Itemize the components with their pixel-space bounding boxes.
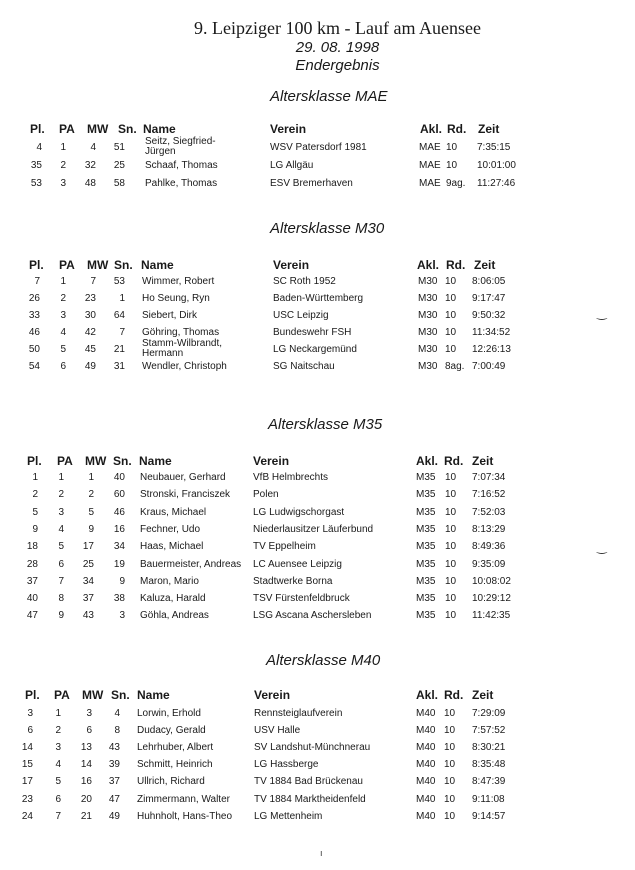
cell-pa: 9	[58, 610, 64, 622]
cell-sn: 64	[113, 310, 125, 321]
cell-name: Dudacy, Gerald	[137, 725, 206, 737]
table-row	[0, 338, 635, 360]
cell-rd: 10	[445, 276, 457, 287]
cell-sn: 7	[119, 327, 125, 338]
cell-zeit: 10:08:02	[472, 575, 511, 587]
table-row	[0, 576, 635, 592]
cell-mw: 49	[84, 361, 96, 372]
cell-sn: 58	[113, 178, 125, 189]
table-row	[0, 524, 635, 540]
cell-name: Zimmermann, Walter	[137, 793, 230, 805]
cell-zeit: 9:17:47	[472, 293, 506, 304]
cell-sn: 21	[113, 344, 125, 355]
column-header-akl: Akl.	[420, 122, 443, 136]
cell-rd: 10	[445, 558, 457, 570]
cell-pa: 7	[58, 575, 64, 587]
cell-verein: LG Ludwigschorgast	[253, 506, 345, 518]
scan-mark: ı	[320, 848, 323, 858]
cell-mw: 17	[82, 541, 94, 553]
section-title: Altersklasse M30	[270, 220, 385, 237]
cell-zeit: 7:16:52	[472, 489, 506, 501]
cell-name: Lehrhuber, Albert	[137, 742, 214, 754]
cell-sn: 49	[108, 810, 120, 822]
cell-akl: MAE	[419, 160, 441, 171]
cell-name: Kaluza, Harald	[140, 593, 206, 605]
column-header-akl: Akl.	[417, 258, 440, 272]
cell-mw: 21	[80, 810, 92, 822]
cell-rd: 10	[445, 506, 457, 518]
cell-verein: SV Landshut-Münchnerau	[254, 742, 371, 754]
cell-akl: M40	[416, 742, 436, 754]
cell-pa: 1	[58, 472, 64, 483]
cell-pl: 24	[21, 810, 33, 822]
cell-pl: 54	[28, 361, 40, 372]
cell-verein: LG Hassberge	[254, 759, 319, 771]
column-header-sn: Sn.	[111, 688, 130, 702]
cell-mw: 5	[88, 506, 94, 518]
cell-verein: SG Naitschau	[273, 361, 335, 372]
cell-verein: LG Mettenheim	[254, 810, 323, 822]
cell-rd: 10	[444, 759, 456, 771]
cell-verein: Polen	[253, 489, 279, 501]
cell-sn: 19	[113, 558, 125, 570]
cell-akl: M40	[416, 810, 436, 822]
cell-pa: 2	[60, 293, 66, 304]
cell-pl: 40	[26, 593, 38, 605]
cell-name: Schmitt, Heinrich	[137, 759, 213, 771]
cell-zeit: 7:52:03	[472, 506, 506, 518]
column-header-mw: MW	[82, 688, 104, 702]
cell-pa: 1	[60, 142, 66, 153]
cell-zeit: 11:27:46	[477, 178, 516, 189]
cell-name: Schaaf, Thomas	[145, 160, 218, 171]
cell-rd: 10	[446, 160, 458, 171]
cell-verein: LG Neckargemünd	[273, 344, 357, 355]
cell-verein: TV 1884 Bad Brückenau	[254, 776, 363, 788]
cell-mw: 14	[80, 759, 92, 771]
cell-verein: Niederlausitzer Läuferbund	[253, 523, 374, 535]
cell-pa: 2	[55, 725, 61, 737]
cell-zeit: 8:35:48	[472, 759, 506, 771]
cell-zeit: 8:30:21	[472, 742, 506, 754]
column-header-rd: Rd.	[444, 688, 464, 702]
cell-mw: 43	[82, 610, 94, 622]
cell-zeit: 7:00:49	[472, 361, 506, 372]
cell-rd: 10	[444, 708, 456, 719]
cell-pl: 28	[26, 558, 38, 570]
cell-mw: 2	[88, 489, 94, 501]
column-header-rd: Rd.	[444, 454, 464, 468]
table-row	[0, 593, 635, 609]
cell-rd: 10	[445, 575, 457, 587]
scan-mark: ‿	[597, 540, 607, 554]
cell-verein: LG Allgäu	[270, 160, 314, 171]
cell-mw: 32	[84, 160, 96, 171]
cell-akl: M40	[416, 759, 436, 771]
column-header-mw: MW	[87, 122, 109, 136]
table-row	[0, 136, 635, 158]
cell-sn: 25	[113, 160, 125, 171]
column-header-sn: Sn.	[118, 122, 137, 136]
cell-sn: 53	[113, 276, 125, 287]
cell-pa: 4	[55, 759, 61, 771]
cell-sn: 4	[114, 708, 120, 719]
column-header-pl: Pl.	[25, 688, 40, 702]
cell-akl: MAE	[419, 178, 441, 189]
cell-name: Ho Seung, Ryn	[142, 293, 210, 304]
cell-name: Pahlke, Thomas	[145, 178, 218, 189]
cell-akl: M35	[416, 489, 436, 501]
cell-akl: M35	[416, 593, 436, 605]
cell-mw: 1	[88, 472, 94, 483]
column-header-name: Name	[141, 258, 174, 272]
cell-zeit: 8:06:05	[472, 276, 506, 287]
cell-pa: 7	[55, 810, 61, 822]
cell-pl: 1	[32, 472, 38, 483]
cell-mw: 48	[84, 178, 96, 189]
cell-mw: 25	[82, 558, 94, 570]
table-row	[0, 507, 635, 523]
cell-akl: M35	[416, 523, 436, 535]
cell-verein: Baden-Württemberg	[273, 293, 364, 304]
cell-mw: 4	[90, 142, 96, 153]
cell-verein: LC Auensee Leipzig	[253, 558, 342, 570]
cell-name: Haas, Michael	[140, 541, 204, 553]
cell-sn: 40	[113, 472, 125, 483]
table-row	[0, 541, 635, 557]
column-header-verein: Verein	[254, 688, 291, 702]
cell-name: Siebert, Dirk	[142, 310, 198, 321]
cell-pl: 5	[32, 506, 38, 518]
cell-rd: 10	[446, 142, 458, 153]
cell-sn: 9	[119, 575, 125, 587]
cell-zeit: 7:29:09	[472, 708, 506, 719]
cell-pa: 5	[55, 776, 61, 788]
cell-verein: TSV Fürstenfeldbruck	[253, 593, 350, 605]
scan-mark: ‿	[597, 306, 607, 320]
cell-rd: 10	[445, 310, 457, 321]
cell-zeit: 9:50:32	[472, 310, 506, 321]
cell-verein: SC Roth 1952	[273, 276, 336, 287]
cell-rd: 10	[445, 327, 457, 338]
cell-verein: WSV Patersdorf 1981	[270, 142, 367, 153]
cell-pa: 2	[60, 160, 66, 171]
cell-zeit: 9:14:57	[472, 810, 506, 822]
cell-sn: 31	[113, 361, 125, 372]
cell-pl: 26	[28, 293, 40, 304]
cell-zeit: 9:11:08	[472, 793, 505, 805]
cell-pl: 46	[28, 327, 40, 338]
column-header-verein: Verein	[253, 454, 290, 468]
column-header-pa: PA	[59, 258, 75, 272]
cell-rd: 10	[444, 810, 456, 822]
cell-sn: 43	[108, 742, 120, 754]
cell-name: Fechner, Udo	[140, 523, 201, 535]
cell-sn: 46	[113, 506, 125, 518]
cell-rd: 10	[445, 344, 457, 355]
cell-pl: 14	[21, 742, 33, 754]
cell-akl: M30	[418, 327, 438, 338]
cell-akl: M30	[418, 344, 438, 355]
column-header-pl: Pl.	[30, 122, 45, 136]
column-header-mw: MW	[87, 258, 109, 272]
cell-zeit: 8:47:39	[472, 776, 506, 788]
table-row	[0, 811, 635, 827]
cell-mw: 37	[82, 593, 94, 605]
table-row	[0, 742, 635, 758]
table-row	[0, 759, 635, 775]
cell-pl: 18	[26, 541, 38, 553]
column-header-rd: Rd.	[446, 258, 466, 272]
cell-pl: 53	[30, 178, 42, 189]
cell-name: Neubauer, Gerhard	[140, 472, 226, 483]
cell-name: Ullrich, Richard	[137, 776, 205, 788]
table-row	[0, 310, 635, 326]
cell-rd: 10	[445, 489, 457, 501]
cell-sn: 39	[108, 759, 120, 771]
cell-name: Stronski, Franciszek	[140, 489, 231, 501]
cell-zeit: 7:35:15	[477, 142, 511, 153]
cell-akl: M35	[416, 558, 436, 570]
cell-rd: 9ag.	[446, 178, 466, 189]
column-header-akl: Akl.	[416, 454, 439, 468]
cell-mw: 20	[80, 793, 92, 805]
cell-pl: 23	[21, 793, 33, 805]
cell-pa: 4	[60, 327, 66, 338]
column-header-verein: Verein	[270, 122, 307, 136]
cell-pl: 50	[28, 344, 40, 355]
cell-sn: 47	[108, 793, 120, 805]
cell-akl: M40	[416, 776, 436, 788]
document-title: 9. Leipziger 100 km - Lauf am Auensee	[194, 18, 481, 38]
cell-mw: 30	[84, 310, 96, 321]
table-row	[0, 160, 635, 176]
cell-rd: 10	[444, 742, 456, 754]
cell-zeit: 10:29:12	[472, 593, 511, 605]
cell-pa: 1	[60, 276, 66, 287]
cell-rd: 10	[445, 541, 457, 553]
cell-akl: M40	[416, 725, 436, 737]
column-header-sn: Sn.	[114, 258, 133, 272]
table-row	[0, 293, 635, 309]
table-row	[0, 178, 635, 194]
cell-rd: 8ag.	[445, 361, 465, 372]
cell-pl: 17	[21, 776, 33, 788]
document-subtitle: Endergebnis	[295, 57, 380, 74]
cell-akl: M40	[416, 708, 436, 719]
column-header-pl: Pl.	[27, 454, 42, 468]
cell-akl: M30	[418, 310, 438, 321]
cell-zeit: 7:07:34	[472, 472, 506, 483]
table-row	[0, 276, 635, 292]
cell-sn: 37	[108, 776, 120, 788]
table-row	[0, 776, 635, 792]
cell-verein: TV 1884 Marktheidenfeld	[254, 793, 366, 805]
document-header	[0, 18, 635, 75]
cell-mw: 6	[86, 725, 92, 737]
cell-name: Seitz, Siegfried-Jürgen	[145, 136, 216, 157]
table-row	[0, 472, 635, 488]
table-row	[0, 361, 635, 377]
column-header-rd: Rd.	[447, 122, 467, 136]
cell-akl: M30	[418, 276, 438, 287]
table-row	[0, 489, 635, 505]
cell-mw: 34	[82, 575, 94, 587]
cell-akl: MAE	[419, 142, 441, 153]
cell-pl: 6	[27, 725, 33, 737]
cell-pa: 3	[60, 178, 66, 189]
column-header-pl: Pl.	[29, 258, 44, 272]
cell-mw: 45	[84, 344, 96, 355]
table-row	[0, 708, 635, 724]
cell-sn: 38	[113, 593, 125, 605]
cell-verein: ESV Bremerhaven	[270, 178, 353, 189]
cell-name: Huhnholt, Hans-Theo	[137, 810, 233, 822]
table-row	[0, 610, 635, 626]
cell-akl: M35	[416, 610, 436, 622]
cell-akl: M35	[416, 506, 436, 518]
cell-zeit: 11:34:52	[472, 327, 511, 338]
cell-name: Göhla, Andreas	[140, 610, 209, 622]
cell-pl: 47	[26, 610, 38, 622]
column-header-zeit: Zeit	[474, 258, 496, 272]
column-header-zeit: Zeit	[478, 122, 500, 136]
cell-rd: 10	[444, 776, 456, 788]
cell-sn: 8	[114, 725, 120, 737]
cell-name: Bauermeister, Andreas	[140, 558, 242, 570]
cell-akl: M35	[416, 575, 436, 587]
cell-verein: LSG Ascana Aschersleben	[253, 610, 372, 622]
cell-zeit: 7:57:52	[472, 725, 506, 737]
column-header-pa: PA	[54, 688, 70, 702]
cell-akl: M30	[418, 361, 438, 372]
column-header-pa: PA	[57, 454, 73, 468]
cell-pa: 3	[58, 506, 64, 518]
cell-pa: 8	[58, 593, 64, 605]
cell-mw: 42	[84, 327, 96, 338]
cell-verein: Stadtwerke Borna	[253, 575, 333, 587]
cell-pa: 2	[58, 489, 64, 501]
cell-pa: 3	[60, 310, 66, 321]
cell-pl: 7	[34, 276, 40, 287]
cell-pa: 5	[58, 541, 64, 553]
cell-mw: 9	[88, 523, 94, 535]
cell-sn: 60	[113, 489, 125, 501]
cell-pa: 6	[55, 793, 61, 805]
cell-mw: 23	[84, 293, 96, 304]
cell-akl: M30	[418, 293, 438, 304]
cell-pl: 2	[32, 489, 38, 501]
cell-pa: 6	[58, 558, 64, 570]
cell-rd: 10	[445, 293, 457, 304]
cell-rd: 10	[445, 593, 457, 605]
section-title: Altersklasse M40	[266, 652, 381, 669]
section-title: Altersklasse MAE	[270, 88, 388, 105]
event-date: 29. 08. 1998	[295, 39, 380, 56]
cell-zeit: 8:13:29	[472, 523, 506, 535]
column-header-sn: Sn.	[113, 454, 132, 468]
cell-verein: TV Eppelheim	[253, 541, 316, 553]
cell-verein: VfB Helmbrechts	[253, 472, 329, 483]
cell-zeit: 9:35:09	[472, 558, 506, 570]
cell-verein: Rennsteiglaufverein	[254, 708, 343, 719]
cell-pa: 5	[60, 344, 66, 355]
cell-name: Maron, Mario	[140, 575, 199, 587]
cell-pl: 35	[30, 160, 42, 171]
cell-rd: 10	[445, 472, 457, 483]
cell-pa: 1	[55, 708, 61, 719]
column-header-mw: MW	[85, 454, 107, 468]
cell-pl: 37	[26, 575, 38, 587]
cell-akl: M40	[416, 793, 436, 805]
cell-sn: 1	[119, 293, 125, 304]
cell-name: Wendler, Christoph	[142, 361, 227, 372]
cell-pa: 4	[58, 523, 64, 535]
section-title: Altersklasse M35	[268, 416, 383, 433]
cell-pl: 9	[32, 523, 38, 535]
column-header-name: Name	[137, 688, 170, 702]
cell-zeit: 10:01:00	[477, 160, 516, 171]
cell-akl: M35	[416, 541, 436, 553]
cell-verein: USV Halle	[254, 725, 301, 737]
cell-rd: 10	[444, 725, 456, 737]
column-header-pa: PA	[59, 122, 75, 136]
cell-verein: USC Leipzig	[273, 310, 329, 321]
cell-rd: 10	[444, 793, 456, 805]
cell-zeit: 12:26:13	[472, 344, 511, 355]
cell-pl: 15	[21, 759, 33, 771]
cell-zeit: 8:49:36	[472, 541, 506, 553]
column-header-name: Name	[143, 122, 176, 136]
table-row	[0, 725, 635, 741]
column-header-zeit: Zeit	[472, 688, 494, 702]
cell-pl: 3	[27, 708, 33, 719]
cell-name: Wimmer, Robert	[142, 276, 215, 287]
cell-zeit: 11:42:35	[472, 610, 511, 622]
cell-mw: 13	[80, 742, 92, 754]
cell-pl: 33	[28, 310, 40, 321]
cell-rd: 10	[445, 610, 457, 622]
cell-mw: 7	[90, 276, 96, 287]
cell-sn: 51	[113, 142, 125, 153]
table-row	[0, 327, 635, 343]
column-header-verein: Verein	[273, 258, 310, 272]
cell-verein: Bundeswehr FSH	[273, 327, 352, 338]
column-header-name: Name	[139, 454, 172, 468]
table-row	[0, 559, 635, 575]
cell-pl: 4	[36, 142, 42, 153]
cell-akl: M35	[416, 472, 436, 483]
cell-sn: 3	[119, 610, 125, 622]
cell-pa: 3	[55, 742, 61, 754]
table-row	[0, 794, 635, 810]
cell-mw: 3	[86, 708, 92, 719]
cell-mw: 16	[80, 776, 92, 788]
cell-name: Stamm-Wilbrandt, Hermann	[142, 338, 223, 359]
cell-name: Lorwin, Erhold	[137, 708, 201, 719]
cell-rd: 10	[445, 523, 457, 535]
column-header-akl: Akl.	[416, 688, 439, 702]
cell-name: Kraus, Michael	[140, 506, 207, 518]
cell-name: Göhring, Thomas	[142, 327, 220, 338]
cell-sn: 16	[113, 523, 125, 535]
column-header-zeit: Zeit	[472, 454, 494, 468]
cell-pa: 6	[60, 361, 66, 372]
cell-sn: 34	[113, 541, 125, 553]
